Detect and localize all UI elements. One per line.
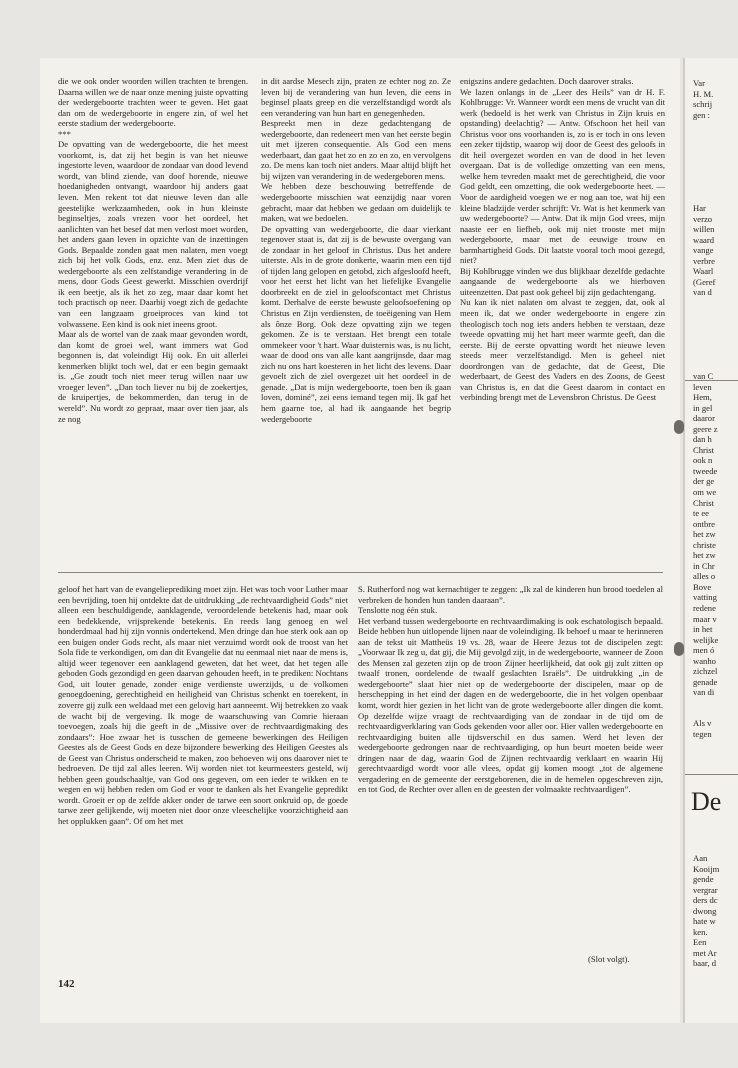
adjacent-page — [683, 58, 738, 1023]
top-column-2: in dit aardse Mesech zijn, praten ze echter nog zo. Ze leven bij de verandering van hun leven, die eens in beginsel plaats greep en die verzelfstandigd wordt als een verandering van hun hart en genegenheden. Bespreekt men in deze gedachtengang de wedergeboorte, dan redeneert men van het eerste begin uit met ijzeren consequentie. Als God een mens wederbaart, dan gaat het zo en zo en zo, en vervolgens zo. De mens kan toch niet anders. Maar altijd blijft het bij wijzen van verandering in de wedergeboren mens. We hebben deze beschouwing betreffende de wedergeboorte misschien wat eenzijdig naar voren gebracht, maar dat hebben we gedaan om duidelijk te maken, wat we bedoelen. De opvatting van wedergeboorte, die daar vierkant tegenover staat is, dat zij is de bewuste overgang van de zondaar in het geloof in Christus. Dus het andere uiterste. Als in de grote donkerte, waarin men een tijd of tijden lang gelopen en getobd, zich afgesloofd heeft, voor het eerst het licht van het liefelijke Evangelie doorbreekt en de ziel in geloofscontact met Christus komt. Derhalve de eerste bewuste geloofsoefening op Christus en Zijn verdiensten, de toeëigening van Hem als ônze Borg. Ook deze opvatting zijn we tegen gekomen. Ze is te verstaan. Het brengt een totale ommekeer voor 't hart. Waar duisternis was, is nu licht, waar de dood ons van alle kant aangrijnsde, daar mag zich nu ons hart koesteren in het licht des levens. Daar gevoelt zich de ziel overgezet uit het oordeel in de genade. „Dat is mijn wedergeboorte, toen ben ik gaan loven, dominé”, zei eens iemand tegen mij. Ik gaf het hem gaarne toe, al had ik aangaande het begrip wedergeboorte — [261, 76, 451, 424]
adjacent-text-middle: Har verzo willen waard vange verbre Waarl (Geref van d — [693, 203, 716, 298]
page-number: 142 — [58, 978, 75, 990]
adjacent-text-als: Als v tegen — [693, 718, 712, 739]
adjacent-divider-2 — [685, 774, 738, 775]
continued-note: (Slot volgt). — [588, 954, 630, 964]
bottom-column-1: geloof het hart van de evangelieprediking moet zijn. Het was toch voor Luther maar een bevrijding, toen hij ontdekte dat de uitdrukking „de rechtvaardigheid Gods” niet alleen een beschuldigende, aanklagende, veroordelende betekenis had, maar ook een bedekkende, vrijsprekende betekenis. En reeds lang genoeg en wel honderdmaal had hij zijn vonnis ondertekend. Men dringe dan hoe sterk ook aan op een buigen onder Gods recht, als maar niet verzuimd wordt ook de troost van het Sola fide te verkondigen, om dan dit Evangelie dat nu eenmaal niet naar de mens is, altijd weer tegenover een aanklagend geweten, dat het weet, dat het tegen alle geboden Gods gezondigd en geen daarvan gehouden heeft, in te prediken: Nochtans God, uit louter genade, zonder enige verdienste uwerzijds, u de volkomen genoegdoening, gerechtigheid en heiligheid van Christus schenkt en toerekent, in zoverre gij zulk een weldaad met een gelovig hart aanneemt. Wij betrekken zo vaak de wacht bij de vergeving. Ik moge de waarschuwing van Comrie hieraan toevoegen, zoals hij die geeft in de „Missive over de rechtvaardigmaking des zondaars”: Hoe zwaar het is tusschen de gemeene bewerkingen des Heiligen Geestes als de Geest Gods en deze bijzondere bewerking des Heiligen Geestes als de Geest van Christus onderscheid te maken, zoo behoeven wij ons daarover niet te bedroeven. De tijd zal alles leeren. Wij worden niet tot keurmeesters gesteld, wij hebben geen goudschaaltje, van God ons gegeven, om een ieder te wikken en te wegen en wij hebben reden om God er voor te danken als het Evangelie gepredikt wordt. Groeit er op de zelfde akker onder de tarwe een soort onkruid op, de goede tarwe zeer gelijkende, wij moeten niet door onze vleeschelijke voorzichtigheid aan het opplukken gaan”. Of om het met — [58, 584, 348, 827]
bottom-column-2: S. Rutherford nog wat kernachtiger te zeggen: „Ik zal de kinderen hun brood toedelen al verbreken de honden hun tanden daaraan”. Tenslotte nog één stuk. Het verband tussen wedergeboorte en rechtvaardimaking is ook eschatologisch bepaald. Beide hebben hun uitlopende lijnen naar de voleindiging. Ik behoef u maar te herinneren aan de tekst uit Mattheüs 19 vs. 28, waar de Heere Jezus tot de discipelen zegt: „Voorwaar Ik zeg u, dat gij, die Mij gevolgd zijt, in de wedergeboorte, wanneer de Zoon des Mensen zal gezeten zijn op de troon Zijner heerlijkheid, dat ook gij zult zitten op twaalf tronen, oordelende de twaalf geslachten Israëls”. De uitdrukking „in de wedergeboorte” slaat hier niet op de wedergeboorte der discipelen, maar op de herschepping in het eind der dagen en de wedergeboorte, die in het volgen openbaar komt, wordt hier gezien in het licht van de grote wedergeboorte aller dingen die komt. Op dezelfde wijze vraagt de rechtvaardiging van de zondaar in de tijd om de rechtvaardigverklaring van Gods gekenden voor aller oor. Hier vallen wedergeboorte en rechtvaardiging buiten alle tijdsverschil en dus samen. Werd het leven der wedergeboorte gedrongen naar de rechtvaardiging, op hun beurt moeten beide weer dringen naar de dag, waarin God de Zijnen rechtvaardig verklaart en waarin Hij gerechtvaardigd wordt voor alle vlees, opdat gij komen moogt „tot de algemene vergadering en de gemeente der eerstgeborenen, die in de hemelen opgeschreven zijn, en tot God, de Rechter over allen en de geesten der volmaakte rechtvaardigen”. — [358, 584, 663, 795]
adjacent-text-lower: van C leven Hem, in gel daaror geere z dan h Christ ook n tweede der ge om we Christ te ee ontbre het zw christe het zw in Chr alles o Bove vatting redene maar v in het welijke men ó wanho zichzel genade van di — [693, 371, 719, 698]
adjacent-title: De — [691, 787, 722, 816]
adjacent-text-bottom: Aan Kooijm gende vergrar ders dc dwong hate w ken. Een met Ar baar, d — [693, 853, 720, 969]
top-column-3: enigszins andere gedachten. Doch daarover straks. We lazen onlangs in de „Leer des Heils” van dr H. F. Kohlbrugge: Vr. Wanneer wordt een mens de vrucht van dit werk (bedoeld is het werk van Christus in Zijn kruis en opstanding) deelachtig? — Antw. Ofschoon het heil van Christus voor ons voorhanden is, zo is er toch in ons leven een zeker tijdstip, waarop wij door de Geest des geloofs in dit heil overgezet worden en van de dood in het leven overgaan. Dat is de volledige omzetting van een mens, welke hem tevreden maakt met de gerechtigheid, die voor God geldt, een omzetting, die ook wedergeboorte heet. — Voor de aardigheid voegen we er nog aan toe, wat hij een kleine bladzijde verder schrijft: Vr. Wat is het kenmerk van uw wedergeboorte? — Antw. Dat ik mijn God vrees, mijn naaste eer en liefheb, ook mij niet trooste met mijn wedergeboorte, maar met de eeuwige trouw en barmhartigheid Gods. Dit laatste vooral toch mooi gezegd, niet? Bij Kohlbrugge vinden we dus blijkbaar dezelfde gedachte aangaande de wedergeboorte als we hierboven uiteenzetten. Dat past ook geheel bij zijn gedachtengang. Nu kan ik niet nalaten om alvast te zeggen, dat, ook al meen ik, dat we onder wedergeboorte in engere zin theologisch toch nog iets anders hebben te verstaan, deze tweede opvatting mij het hart meer warmte geeft, dan die eerste. Bij de eerste opvatting wordt het nieuwe leven steeds meer verzelfstandigd. Men is geheel niet doordrongen van de gedachte, dat de Geest, Die wederbaart, de Geest des Vaders en des Zoons, de Geest van Christus is, en dat die Geest daarom in contact en verbinding brengt met de Levensbron Christus. De Geest — [460, 76, 665, 403]
magazine-page — [40, 58, 680, 1023]
section-divider — [58, 572, 663, 573]
binding-hole-icon — [674, 642, 684, 656]
binding-hole-icon — [674, 420, 684, 434]
adjacent-text-top: Var H. M. schrij gen : — [693, 78, 714, 120]
top-column-1: die we ook onder woorden willen trachten te brengen. Daarna willen we de naar onze mening juiste opvatting der wedergeboorte trachten weer te geven. Het gaat dan om de wedergeboorte in engere zin, of wel het eerste stadium der wedergeboorte. *** De opvatting van de wedergeboorte, die het meest voorkomt, is, dat zij het begin is van het nieuwe ingestorte leven, waardoor de zondaar van dood levend wordt, van blind ziende, van doof horende, nieuwe hoedanigheden ontvangt, waardoor hij anders gaat leven. Men rekent tot dat nieuwe leven dan alle geestelijke werkzaamheden, ook in hun kleinste beginseltjes, zoals vrezen voor het oordeel, het aanlichten van het besef dat men verlost moet worden, het anders gaan leven in opzichte van de inzettingen Gods. Bepaalde zonden gaat men nalaten, men voegt zich bij het volk Gods, enz. enz. Men ziet dus de wedergeboorte als een zelfstandige verandering in de mens, door Gods Geest gewerkt. Misschien overdrijf ik een beetje, als ik het zo zeg, maar daar komt het toch practisch op neer. Daarbij voegt zich de gedachte van een langzaam groeiproces van kind tot volwassene. Een kind is ook niet ineens groot. Maar als de wortel van de zaak maar gevonden wordt, dan komt de groei wel, want immers wat God begonnen is, dat voleindigt Hij ook. En uit allerlei kenmerken blijkt toch wel, dat er een begin gemaakt is. „Ge zoudt toch niet meer terug willen naar uw vroeger leven”. „Dan toch liever nu bij de zoekertjes, de kruipertjes, de bekommerden, dan terug in de wereld”. Nu wordt zo gepraat, maar over tien jaar, als ze nog — [58, 76, 248, 424]
